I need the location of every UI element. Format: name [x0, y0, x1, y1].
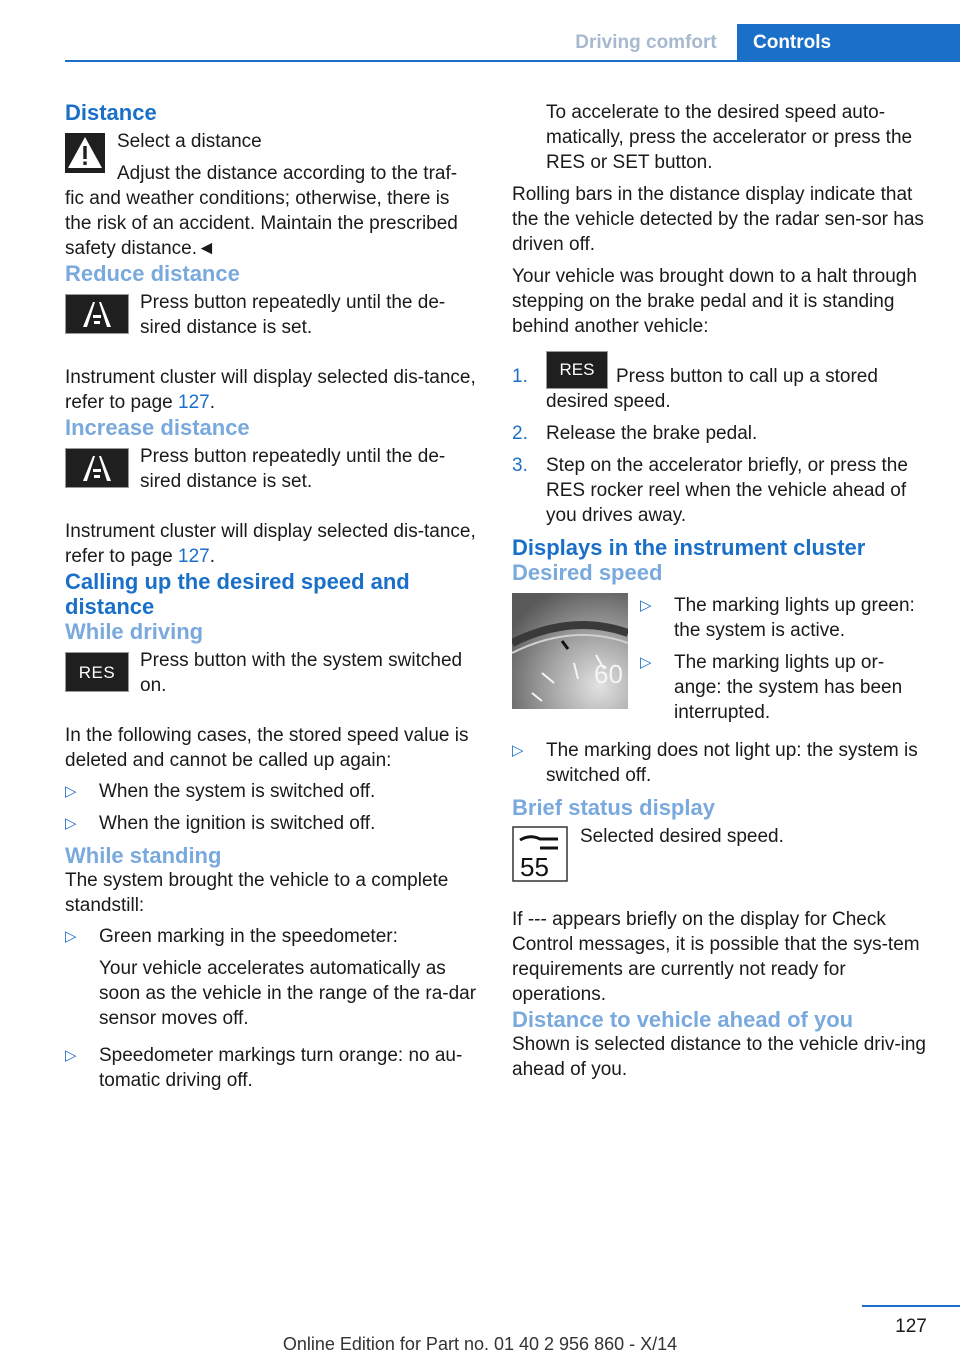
accelerate-text: To accelerate to the desired speed auto-matically, press the accelerator or press the RES or SET button. — [546, 102, 913, 173]
desired-speed-list — [640, 593, 930, 732]
footer-rule — [862, 1305, 960, 1307]
while-driving-heading: While driving — [65, 619, 204, 644]
halt-text: Your vehicle was brought down to a halt through stepping on the brake pedal and it is standing behind another vehicle: — [512, 266, 917, 337]
distance-ahead-text: Shown is selected distance to the vehicle driv-ing ahead of you. — [512, 1034, 927, 1080]
step-number: 3. — [512, 455, 528, 476]
brief-status-heading: Brief status display — [512, 795, 715, 820]
displays-heading: Displays in the instrument cluster — [512, 535, 866, 560]
reduce-cluster-label: Instrument cluster will display selected dis-tance, refer to page — [65, 367, 476, 413]
step-text: Step on the accelerator briefly, or press the RES rocker reel when the vehicle ahead of you drives away. — [546, 455, 908, 526]
triangle-bullet-icon: ▷ — [65, 783, 77, 800]
desired-off-list — [512, 738, 930, 788]
list-item-text: When the ignition is switched off. — [99, 813, 376, 834]
page-link[interactable]: 127 — [178, 392, 210, 413]
step-number: 2. — [512, 423, 528, 444]
list-item-text: Speedometer markings turn orange: no au-tomatic driving off. — [99, 1045, 463, 1091]
res-button-icon: RES — [65, 652, 129, 692]
reduce-distance-text: Press button repeatedly until the de-sired distance is set. — [140, 292, 446, 338]
period: . — [209, 546, 216, 567]
step-text: Press button to call up a stored desired speed. — [546, 366, 878, 412]
while-standing-heading: While standing — [65, 843, 222, 868]
list-item-subtext: Your vehicle accelerates automatically as soon as the vehicle in the range of the ra-dar sensor moves off. — [99, 958, 477, 1029]
list-item — [512, 453, 930, 528]
reduce-distance-heading: Reduce distance — [65, 261, 240, 286]
increase-distance-text: Press button repeatedly until the de-sired distance is set. — [140, 446, 446, 492]
list-item — [512, 359, 930, 414]
list-item-text: Green marking in the speedometer: — [99, 926, 398, 947]
brief-status-block — [512, 824, 930, 882]
triangle-bullet-icon: ▷ — [640, 654, 652, 671]
header-section: Driving comfort — [575, 32, 717, 53]
check-control-text: If --- appears briefly on the display for Check Control messages, it is possible that the sys-tem requirements are currently not ready for operations. — [512, 909, 920, 1005]
steps-list — [512, 359, 930, 528]
distance-ahead-heading: Distance to vehicle ahead of you — [512, 1007, 854, 1032]
standing-list — [65, 924, 480, 1093]
list-item-text: The marking lights up green: the system is active. — [674, 595, 915, 641]
list-item — [65, 779, 480, 804]
increase-cluster-label: Instrument cluster will display selected dis-tance, refer to page — [65, 521, 476, 567]
step-text: Release the brake pedal. — [546, 423, 758, 444]
right-column — [512, 100, 930, 1082]
list-item — [512, 738, 930, 788]
list-item — [65, 1043, 480, 1093]
distance-button-icon — [65, 448, 129, 488]
triangle-bullet-icon: ▷ — [640, 597, 652, 614]
cases-text: In the following cases, the stored speed value is deleted and cannot be called up again: — [65, 725, 469, 771]
distance-warning — [65, 129, 480, 186]
triangle-bullet-icon: ▷ — [65, 1047, 77, 1064]
list-item-text: When the system is switched off. — [99, 781, 376, 802]
distance-button-icon — [65, 294, 129, 334]
while-driving-instruction — [65, 648, 480, 698]
brief-status-value: 55 — [520, 852, 549, 882]
page-link[interactable]: 127 — [178, 546, 210, 567]
list-item — [512, 421, 930, 446]
list-item — [640, 593, 930, 643]
list-item-text: The marking lights up or-ange: the system has been interrupted. — [674, 652, 903, 723]
header-rule — [65, 60, 960, 62]
res-button-icon: RES — [546, 351, 608, 389]
brief-status-text: Selected desired speed. — [580, 826, 784, 847]
rolling-bars-text: Rolling bars in the distance display indicate that the the vehicle detected by the radar sen-sor has driven off. — [512, 184, 924, 255]
increase-distance-instruction — [65, 444, 480, 494]
step-number: 1. — [512, 366, 528, 387]
desired-speed-block — [512, 593, 930, 732]
speedometer-image — [512, 593, 628, 709]
cases-list — [65, 779, 480, 836]
increase-distance-heading: Increase distance — [65, 415, 250, 440]
reduce-cluster-text — [65, 365, 480, 415]
list-item — [640, 650, 930, 725]
warning-title: Select a distance — [117, 131, 262, 152]
list-item-text: The marking does not light up: the system is switched off. — [546, 740, 918, 786]
desired-speed-heading: Desired speed — [512, 560, 663, 585]
increase-cluster-text — [65, 519, 480, 569]
distance-heading: Distance — [65, 100, 157, 125]
while-driving-text: Press button with the system switched on. — [140, 650, 463, 696]
warning-text-rest: fic and weather conditions; otherwise, there is the risk of an accident. Maintain the prescribed safety distance.◄ — [65, 188, 458, 259]
speedo-label: 60 — [594, 659, 623, 689]
period: . — [209, 392, 216, 413]
reduce-distance-instruction — [65, 290, 480, 340]
calling-up-heading: Calling up the desired speed and distance — [65, 569, 410, 619]
triangle-bullet-icon: ▷ — [65, 928, 77, 945]
warning-text: Adjust the distance according to the traf- — [117, 163, 458, 184]
list-item — [65, 924, 480, 1031]
header-chapter: Controls — [737, 24, 960, 60]
list-item — [65, 811, 480, 836]
page-number: 127 — [895, 1316, 927, 1337]
warning-icon — [65, 133, 105, 173]
edition-text: Online Edition for Part no. 01 40 2 956 860 - X/14 — [282, 1334, 678, 1354]
while-standing-text: The system brought the vehicle to a complete standstill: — [65, 870, 449, 916]
left-column — [65, 100, 480, 1100]
triangle-bullet-icon: ▷ — [512, 742, 524, 759]
speed-status-icon — [512, 826, 568, 882]
triangle-bullet-icon: ▷ — [65, 815, 77, 832]
